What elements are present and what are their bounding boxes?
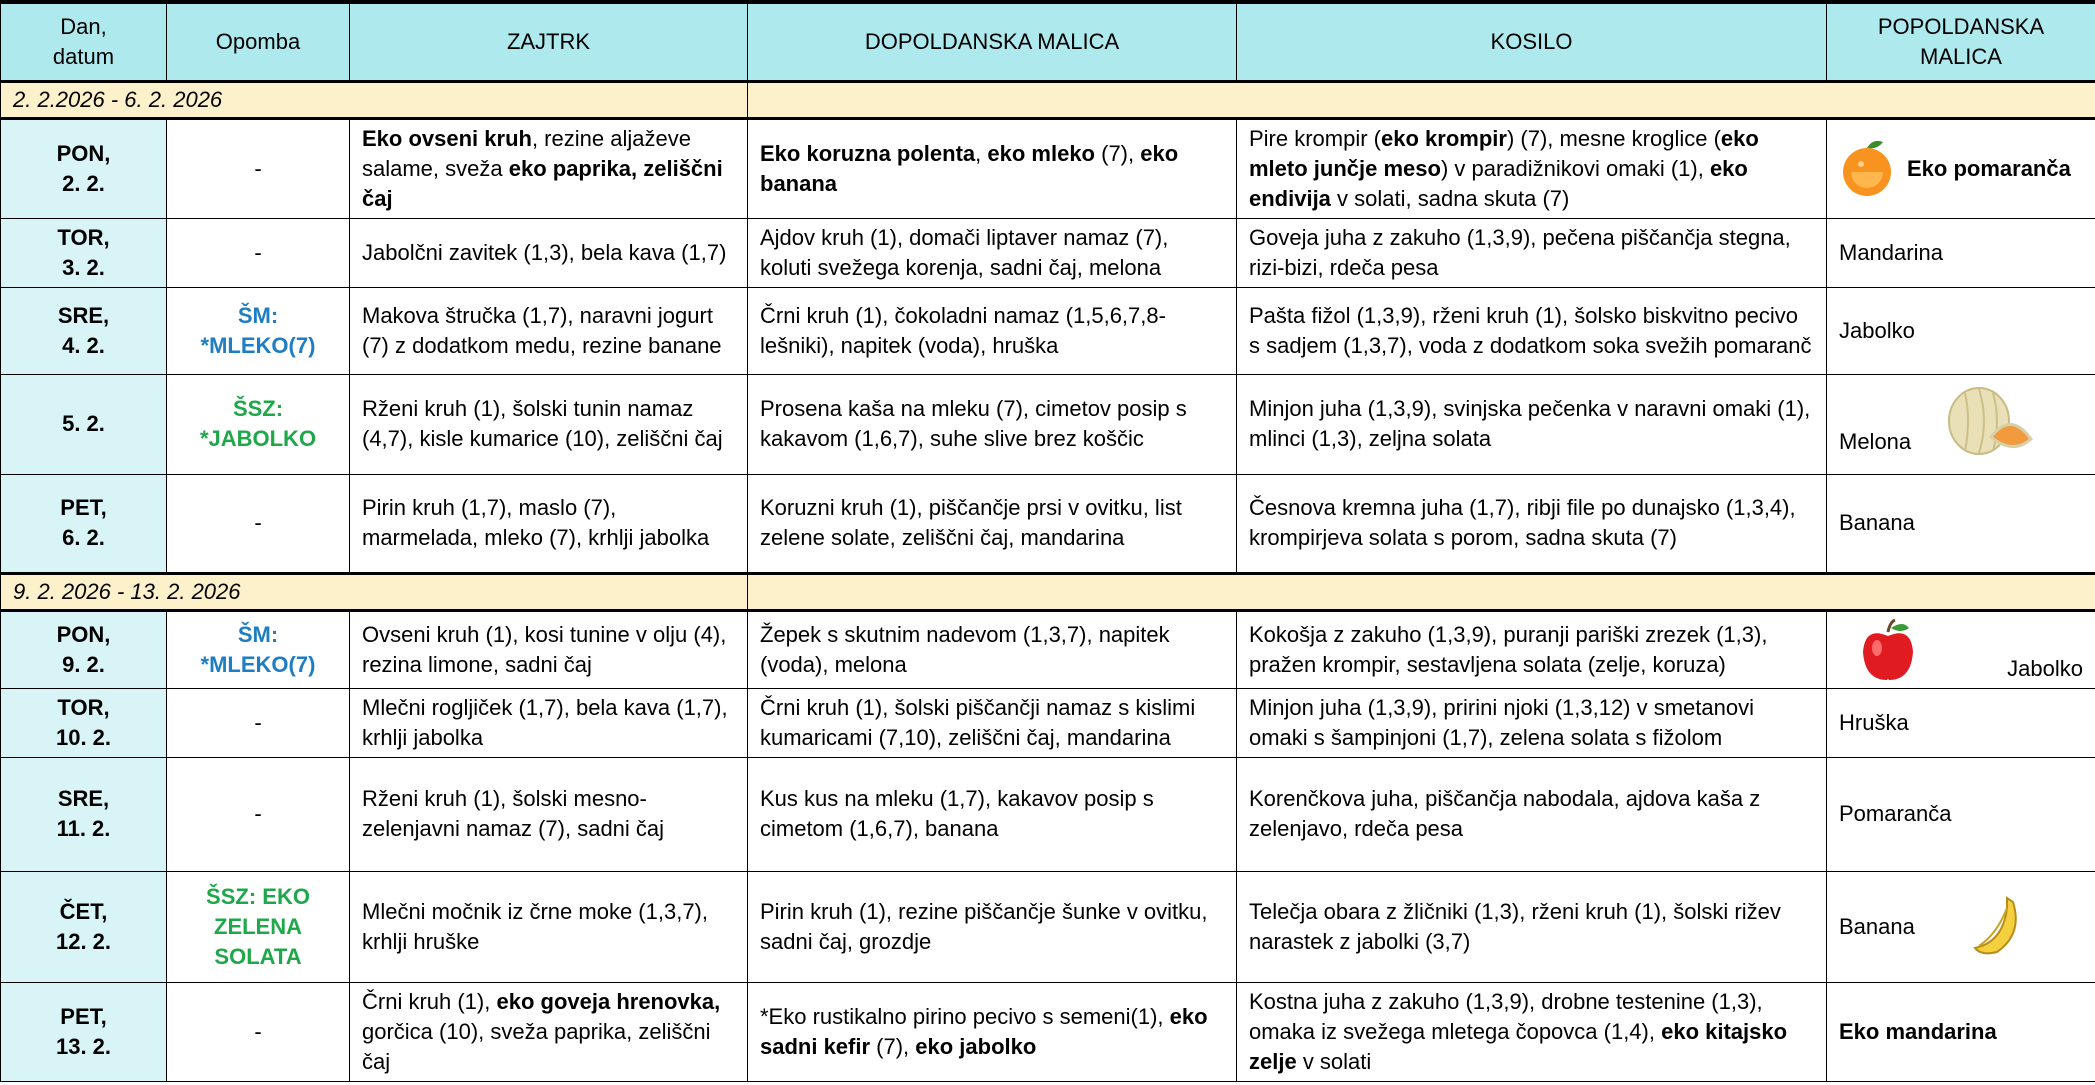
melon-icon xyxy=(1941,381,2033,469)
text: Kostna juha z zakuho (1,3,9), drobne testenine (1,3), omaka iz svežega mletega čopovca (1,4), xyxy=(1249,988,1763,1044)
note: - xyxy=(167,118,350,218)
day-date: TOR, 3. 2. xyxy=(1,218,167,287)
morning-snack-cell xyxy=(748,218,1237,287)
week-row xyxy=(1,81,2095,118)
text: v solati xyxy=(1296,1048,1372,1074)
afternoon-snack-label: Eko pomaranča xyxy=(1907,155,2071,181)
breakfast-cell xyxy=(350,374,748,474)
afternoon-snack-cell xyxy=(1827,118,2095,218)
text: (7), xyxy=(870,1033,916,1059)
text: Minjon juha (1,3,9), svinjska pečenka v naravni omaki (1), mlinci (1,3), zeljna solata xyxy=(1249,396,1811,451)
morning-snack-cell xyxy=(748,374,1237,474)
morning-snack-cell xyxy=(748,871,1237,982)
menu-body xyxy=(1,81,2095,1081)
breakfast-cell xyxy=(350,474,748,573)
text: Minjon juha (1,3,9), pririni njoki (1,3,12) v smetanovi omaki s šampinjoni (1,7), zelena solata s fižolom xyxy=(1249,694,1755,750)
header-day: Dan, datum xyxy=(1,2,167,81)
note: - xyxy=(167,982,350,1081)
afternoon-snack-label: Banana xyxy=(1839,510,1915,535)
note: - xyxy=(167,474,350,573)
note: ŠSZ: EKO ZELENA SOLATA xyxy=(167,871,350,982)
day-row xyxy=(1,982,2095,1081)
afternoon-snack-cell xyxy=(1827,474,2095,573)
note: ŠM: *MLEKO(7) xyxy=(167,287,350,374)
text: Ovseni kruh (1), kosi tunine v olju (4), rezina limone, sadni čaj xyxy=(362,621,727,677)
breakfast-cell xyxy=(350,688,748,757)
text: Pirin kruh (1,7), maslo (7), marmelada, mleko (7), krhlji jabolka xyxy=(362,495,710,550)
text: Kus kus na mleku (1,7), kakavov posip s cimetom (1,6,7), banana xyxy=(760,786,1154,841)
day-date: PON, 2. 2. xyxy=(1,118,167,218)
banana-icon xyxy=(1967,894,2027,964)
week-label: 2. 2.2026 - 6. 2. 2026 xyxy=(1,81,748,118)
day-date: SRE, 11. 2. xyxy=(1,757,167,871)
afternoon-snack-cell xyxy=(1827,610,2095,688)
afternoon-snack-label: Pomaranča xyxy=(1839,801,1952,826)
morning-snack-cell xyxy=(748,610,1237,688)
text: Kokošja z zakuho (1,3,9), puranji pariški zrezek (1,3), pražen krompir, sestavljena solata (zelje, koruza) xyxy=(1249,621,1768,677)
header-row xyxy=(1,2,2095,81)
bold-text: eko banana xyxy=(760,140,1179,196)
note: ŠM: *MLEKO(7) xyxy=(167,610,350,688)
text: Žepek s skutnim nadevom (1,3,7), napitek (voda), melona xyxy=(760,621,1170,677)
afternoon-snack-cell xyxy=(1827,218,2095,287)
day-row xyxy=(1,118,2095,218)
morning-snack-cell xyxy=(748,982,1237,1081)
text: Mlečni rogljiček (1,7), bela kava (1,7), krhlji jabolka xyxy=(362,694,728,750)
text: ) v paradižnikovi omaki (1), xyxy=(1440,155,1710,181)
text: Jabolčni zavitek (1,3), bela kava (1,7) xyxy=(362,239,727,265)
afternoon-snack-label: Eko mandarina xyxy=(1839,1018,1997,1044)
text: Pašta fižol (1,3,9), rženi kruh (1), šolsko biskvitno pecivo s sadjem (1,3,7), voda z dodatkom soka svežih pomaranč xyxy=(1249,302,1812,358)
day-row xyxy=(1,374,2095,474)
bold-text: eko jabolko xyxy=(915,1033,1037,1059)
day-date: PON, 9. 2. xyxy=(1,610,167,688)
breakfast-cell xyxy=(350,871,748,982)
day-date: 5. 2. xyxy=(1,374,167,474)
week-filler xyxy=(748,573,2095,610)
text: , rezine aljaževe salame, sveža xyxy=(362,125,691,181)
text: Goveja juha z zakuho (1,3,9), pečena piščančja stegna, rizi-bizi, rdeča pesa xyxy=(1249,224,1791,280)
lunch-cell xyxy=(1237,118,1827,218)
afternoon-snack-cell xyxy=(1827,688,2095,757)
day-row xyxy=(1,871,2095,982)
text: Pirin kruh (1), rezine piščančje šunke v ovitku, sadni čaj, grozdje xyxy=(760,898,1208,954)
text: Rženi kruh (1), šolski mesno-zelenjavni namaz (7), sadni čaj xyxy=(362,786,665,841)
header-note: Opomba xyxy=(167,2,350,81)
note: - xyxy=(167,757,350,871)
breakfast-cell xyxy=(350,287,748,374)
bold-text: eko mleto junčje meso xyxy=(1249,125,1759,181)
day-date: PET, 13. 2. xyxy=(1,982,167,1081)
text: Črni kruh (1), xyxy=(362,988,497,1014)
breakfast-cell xyxy=(350,982,748,1081)
orange-icon xyxy=(1837,136,1899,206)
afternoon-snack-label: Jabolko xyxy=(2007,655,2083,681)
text: gorčica (10), sveža paprika, zeliščni čaj xyxy=(362,1018,711,1074)
week-row xyxy=(1,573,2095,610)
note: - xyxy=(167,688,350,757)
day-row xyxy=(1,610,2095,688)
breakfast-cell xyxy=(350,218,748,287)
header-morning-snack: DOPOLDANSKA MALICA xyxy=(748,2,1237,81)
note: - xyxy=(167,218,350,287)
bold-text: eko mleko xyxy=(987,140,1095,166)
bold-text: eko kitajsko zelje xyxy=(1249,1018,1788,1074)
text: Črni kruh (1), šolski piščančji namaz s kislimi kumaricami (7,10), zeliščni čaj, mandarina xyxy=(760,694,1196,750)
morning-snack-cell xyxy=(748,474,1237,573)
lunch-cell xyxy=(1237,218,1827,287)
breakfast-cell xyxy=(350,118,748,218)
note: ŠSZ: *JABOLKO xyxy=(167,374,350,474)
bold-text: Eko ovseni kruh xyxy=(362,125,532,151)
text: Ajdov kruh (1), domači liptaver namaz (7), koluti svežega korenja, sadni čaj, melona xyxy=(760,224,1169,280)
morning-snack-cell xyxy=(748,757,1237,871)
morning-snack-cell xyxy=(748,118,1237,218)
afternoon-snack-cell xyxy=(1827,871,2095,982)
afternoon-snack-label: Melona xyxy=(1839,429,1912,454)
afternoon-snack-cell xyxy=(1827,757,2095,871)
bold-text: eko goveja hrenovka, xyxy=(496,988,721,1014)
bold-text: eko sadni kefir xyxy=(760,1003,1208,1059)
day-date: ČET, 12. 2. xyxy=(1,871,167,982)
day-date: TOR, 10. 2. xyxy=(1,688,167,757)
afternoon-snack-cell xyxy=(1827,982,2095,1081)
text: Korenčkova juha, piščančja nabodala, ajdova kaša z zelenjavo, rdeča pesa xyxy=(1249,786,1761,841)
afternoon-snack-label: Hruška xyxy=(1839,709,1909,735)
day-date: PET, 6. 2. xyxy=(1,474,167,573)
lunch-cell xyxy=(1237,287,1827,374)
week-label: 9. 2. 2026 - 13. 2. 2026 xyxy=(1,573,748,610)
text: Česnova kremna juha (1,7), ribji file po dunajsko (1,3,4), krompirjeva solata s porom, sadna skuta (7) xyxy=(1249,495,1796,550)
text: , xyxy=(975,140,988,166)
header-lunch: KOSILO xyxy=(1237,2,1827,81)
lunch-cell xyxy=(1237,757,1827,871)
text: (7), xyxy=(1095,140,1141,166)
day-row xyxy=(1,474,2095,573)
text: Makova štručka (1,7), naravni jogurt (7) z dodatkom medu, rezine banane xyxy=(362,302,722,358)
header-afternoon-snack: POPOLDANSKA MALICA xyxy=(1827,2,2095,81)
day-row xyxy=(1,688,2095,757)
afternoon-snack-cell xyxy=(1827,374,2095,474)
text: Rženi kruh (1), šolski tunin namaz (4,7), kisle kumarice (10), zeliščni čaj xyxy=(362,396,723,451)
afternoon-snack-cell xyxy=(1827,287,2095,374)
text: Prosena kaša na mleku (7), cimetov posip s kakavom (1,6,7), suhe slive brez koščic xyxy=(760,396,1187,451)
morning-snack-cell xyxy=(748,688,1237,757)
morning-snack-cell xyxy=(748,287,1237,374)
text: Telečja obara z žličniki (1,3), rženi kruh (1), šolski rižev narastek z jabolki (3,7) xyxy=(1249,898,1781,954)
lunch-cell xyxy=(1237,688,1827,757)
lunch-cell xyxy=(1237,474,1827,573)
lunch-cell xyxy=(1237,871,1827,982)
text: Koruzni kruh (1), piščančje prsi v ovitku, list zelene solate, zeliščni čaj, mandarina xyxy=(760,495,1182,550)
afternoon-snack-label: Banana xyxy=(1839,913,1915,939)
bold-text: eko krompir xyxy=(1381,125,1507,151)
text: Črni kruh (1), čokoladni namaz (1,5,6,7,8-lešniki), napitek (voda), hruška xyxy=(760,302,1166,358)
day-date: SRE, 4. 2. xyxy=(1,287,167,374)
day-row xyxy=(1,287,2095,374)
afternoon-snack-label: Jabolko xyxy=(1839,317,1915,343)
lunch-cell xyxy=(1237,982,1827,1081)
text: ) (7), mesne kroglice ( xyxy=(1506,125,1721,151)
bold-text: eko paprika, zeliščni čaj xyxy=(362,155,723,211)
lunch-cell xyxy=(1237,374,1827,474)
lunch-cell xyxy=(1237,610,1827,688)
day-row xyxy=(1,218,2095,287)
header-breakfast: ZAJTRK xyxy=(350,2,748,81)
bold-text: eko endivija xyxy=(1249,155,1748,211)
text: *Eko rustikalno pirino pecivo s semeni(1), xyxy=(760,1003,1170,1029)
bold-text: Eko koruzna polenta xyxy=(760,140,976,166)
week-filler xyxy=(748,81,2095,118)
text: v solati, sadna skuta (7) xyxy=(1330,185,1570,211)
text: Pire krompir ( xyxy=(1249,125,1382,151)
breakfast-cell xyxy=(350,610,748,688)
text: Mlečni močnik iz črne moke (1,3,7), krhlji hruške xyxy=(362,898,708,954)
afternoon-snack-label: Mandarina xyxy=(1839,239,1943,265)
day-row xyxy=(1,757,2095,871)
apple-icon xyxy=(1857,618,1919,689)
breakfast-cell xyxy=(350,757,748,871)
